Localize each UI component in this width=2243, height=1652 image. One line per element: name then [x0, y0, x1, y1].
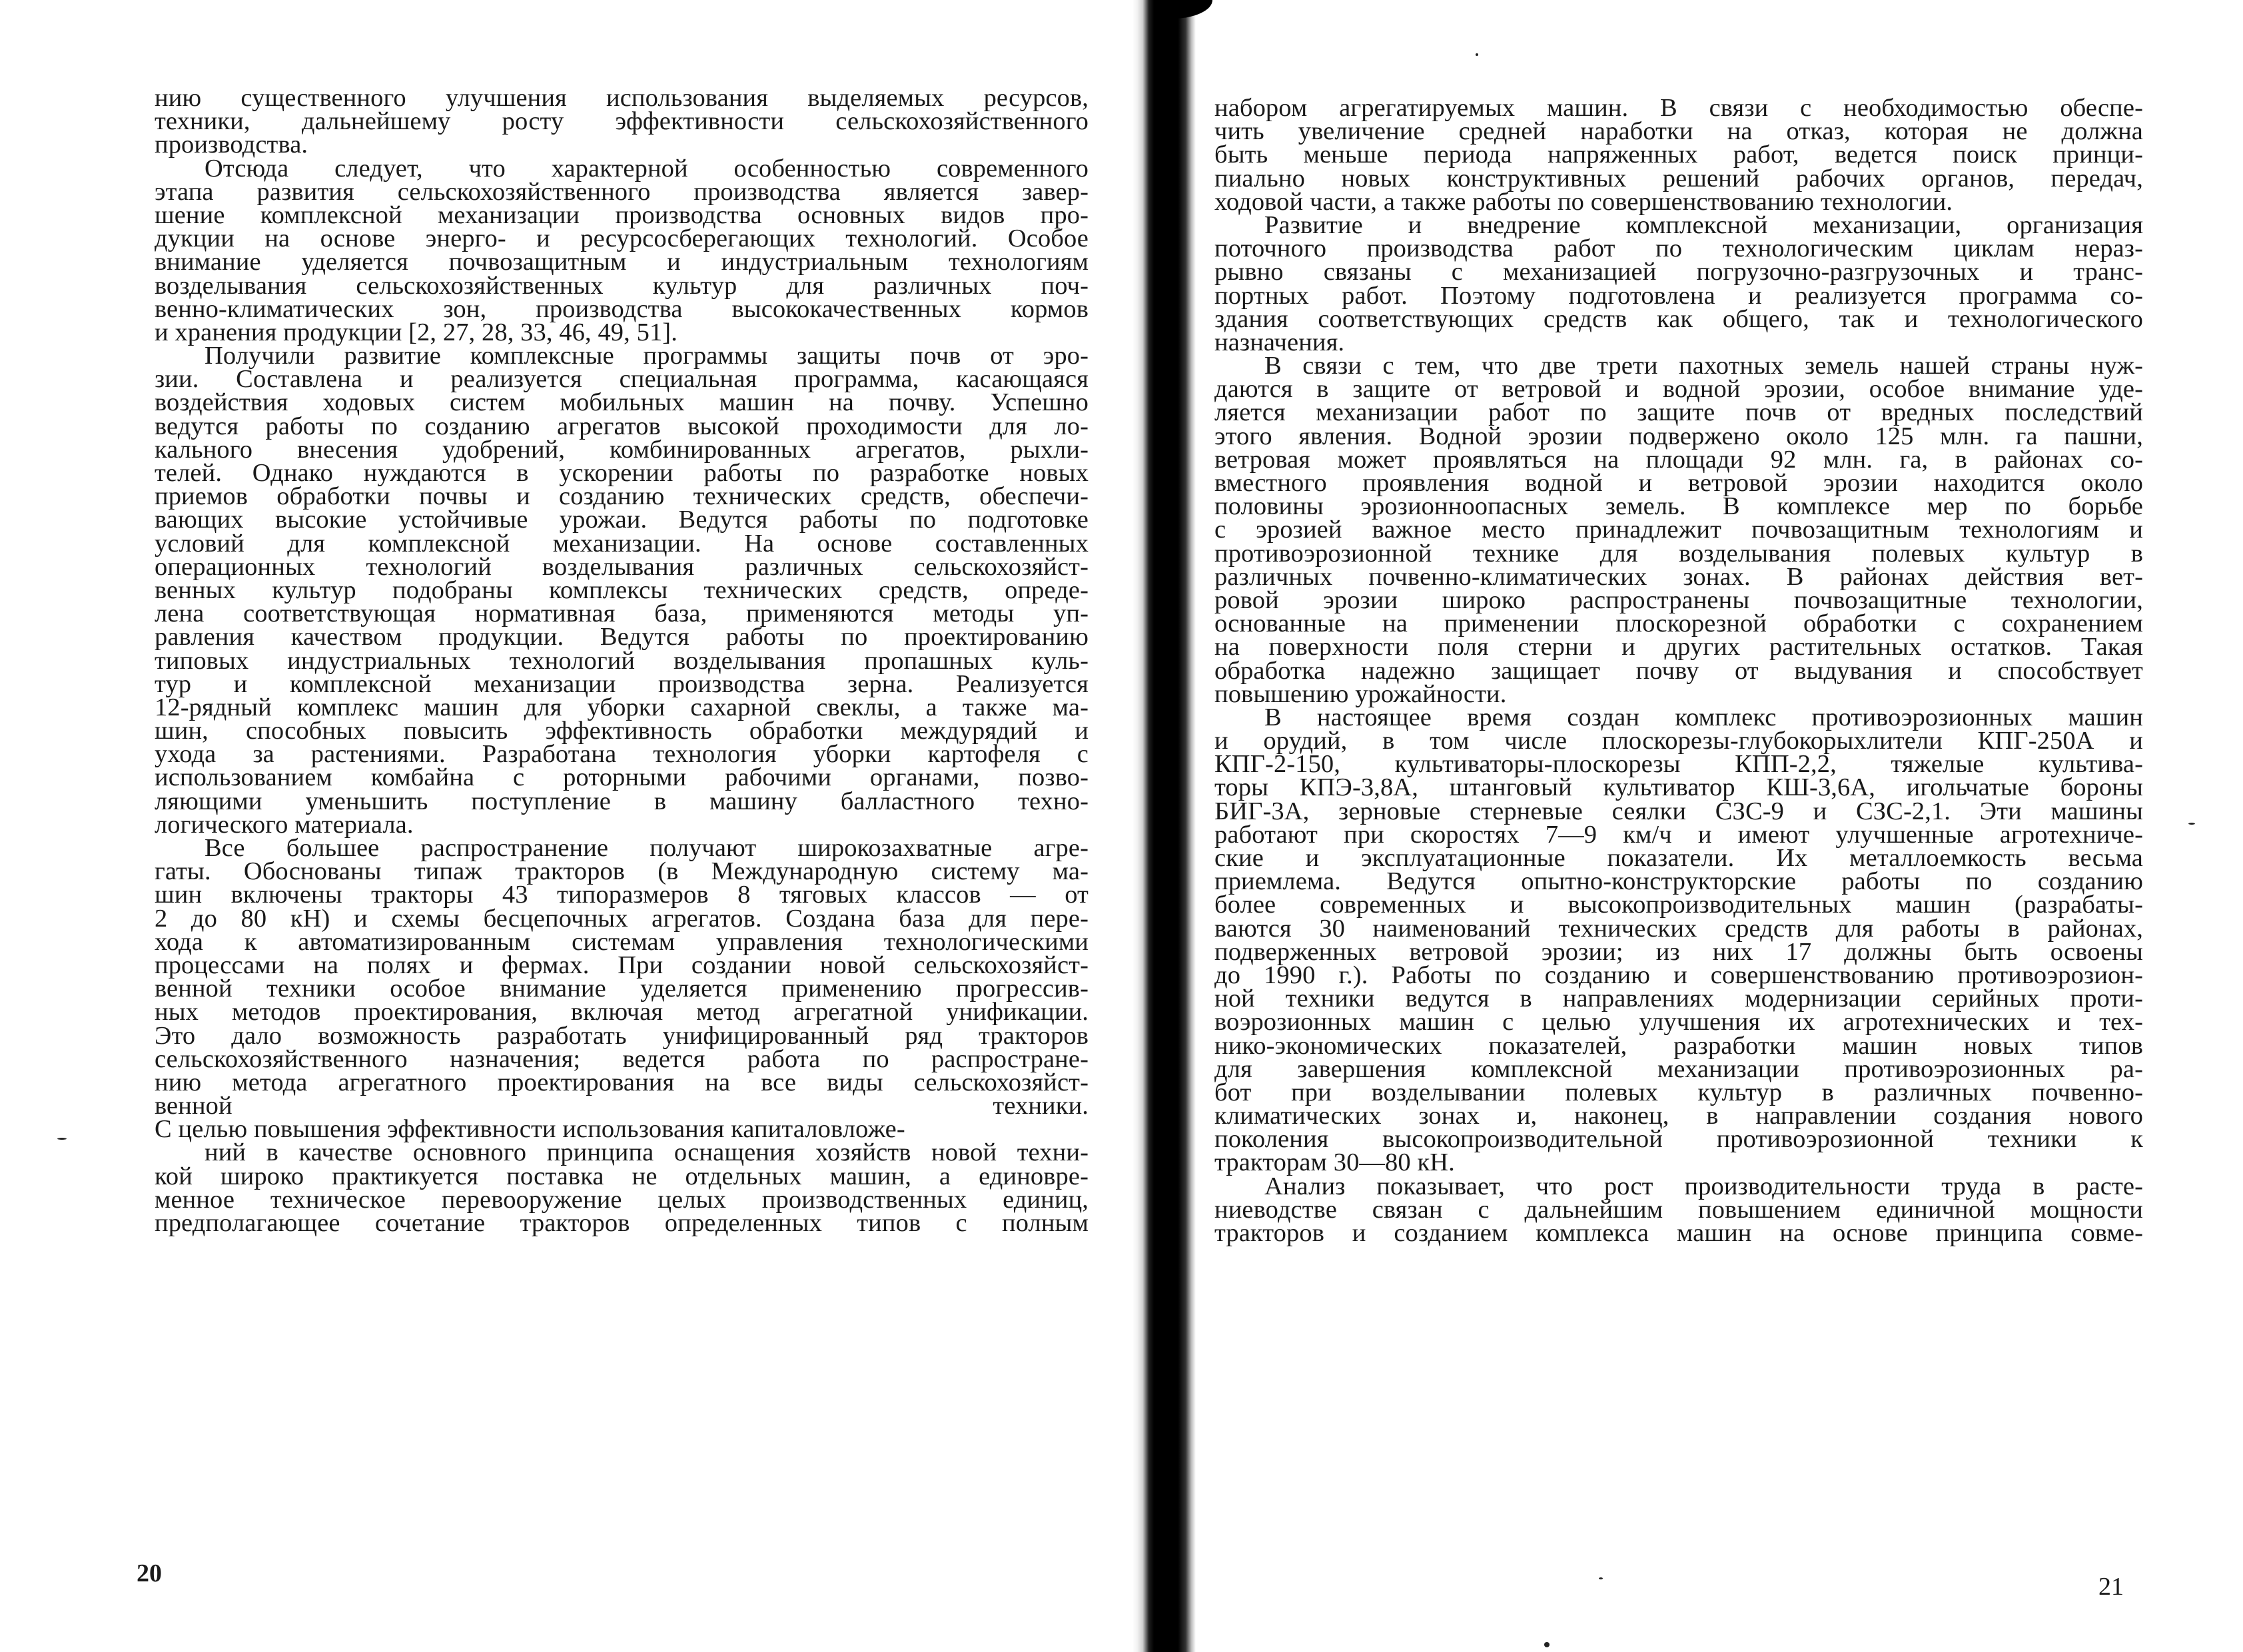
text-line: В связи с тем, что две трети пахотных земель нашей страны нуж-: [1264, 352, 2143, 380]
text-line: условий для комплексной механизации. На основе составленных: [155, 529, 1089, 558]
text-line: лена соответствующая нормативная база, применяются методы уп-: [155, 600, 1089, 628]
text-line: чить увеличение средней наработки на отказ, которая не должна: [1214, 117, 2143, 146]
text-line: венно-климатических зон, производства высококачественных кормов: [155, 294, 1089, 323]
text-line: телей. Однако нуждаются в ускорении работы по разработке новых: [155, 459, 1089, 487]
text-line: ляется механизации работ по защите почв от вредных последствий: [1214, 398, 2143, 427]
text-line: половины эрозионноопасных земель. В комплексе мер по борьбе: [1214, 492, 2143, 521]
text-line: подверженных ветровой эрозии; из них 17 должны быть освоены: [1214, 937, 2143, 966]
text-line: сельскохозяйственного назначения; ведется работа по распростране-: [155, 1044, 1089, 1073]
text-line: торы КПЭ-3,8А, штанговый культиватор КШ-3,6А, игольчатые бороны: [1214, 773, 2143, 802]
text-line: воэрозионных машин с целью улучшения их агротехнических и тех-: [1214, 1008, 2143, 1036]
text-line: Это дало возможность разработать унифицированный ряд тракторов: [155, 1021, 1089, 1050]
text-line: ваются 30 наименований технических средств для работы в районах,: [1214, 914, 2143, 943]
text-line: менное техническое перевооружение целых производственных единиц,: [155, 1185, 1089, 1214]
text-line: внимание уделяется почвозащитным и индустриальным технологиям: [155, 248, 1089, 276]
text-line: вместного проявления водной и ветровой эрозии находится около: [1214, 469, 2143, 497]
binding-shadow: [1159, 0, 1212, 19]
text-line: нию существенного улучшения использования выделяемых ресурсов,: [155, 84, 1089, 112]
text-line: портных работ. Поэтому подготовлена и реализуется программа со-: [1214, 281, 2143, 310]
text-line: ровой эрозии широко распространены почвозащитные технологии,: [1214, 586, 2143, 614]
text-line: кой широко практикуется поставка не отдельных машин, а единовре-: [155, 1162, 1089, 1190]
text-line: противоэрозионной технике для возделывания полевых культур в: [1214, 539, 2143, 568]
text-line: здания соответствующих средств как общего, так и технологического: [1214, 304, 2143, 333]
text-line: набором агрегатируемых машин. В связи с необходимостью обеспе-: [1214, 94, 2143, 122]
text-line: В настоящее время создан комплекс противоэрозионных машин: [1264, 703, 2143, 731]
text-line: равления качеством продукции. Ведутся работы по проектированию: [155, 623, 1089, 651]
right-page-text: [1214, 94, 2143, 1247]
text-line: основанные на применении плоскорезной обработки с сохранением: [1214, 610, 2143, 638]
left-page-number: 20: [137, 1559, 162, 1587]
text-line: Анализ показывает, что рост производительности труда в расте-: [1264, 1172, 2143, 1200]
text-line: и хранения продукции [2, 27, 28, 33, 46, 49, 51].: [155, 318, 677, 346]
text-line: БИГ-3А, зерновые стерневые сеялки СЗС-9 и СЗС-2,1. Эти машины: [1214, 797, 2143, 825]
text-line: КПГ-2-150, культиваторы-плоскорезы КПП-2,2, тяжелые культива-: [1214, 750, 2143, 779]
text-line: ведутся работы по созданию агрегатов высокой проходимости для ло-: [155, 412, 1089, 440]
text-line: производства.: [155, 131, 308, 159]
text-line: поколения высокопроизводительной противоэрозионной техники к: [1214, 1125, 2143, 1154]
text-line: 2 до 80 кН) и схемы бесцепочных агрегатов. Создана база для пере-: [155, 904, 1089, 933]
text-line: операционных технологий возделывания различных сельскохозяйст-: [155, 552, 1089, 581]
text-line: кального внесения удобрений, комбинированных агрегатов, рыхли-: [155, 435, 1089, 464]
scan-speck: [1476, 53, 1478, 56]
text-line: даются в защите от ветровой и водной эрозии, особое внимание уде-: [1214, 375, 2143, 404]
text-line: ветровая может проявляться на площади 92 млн. га, в районах со-: [1214, 445, 2143, 474]
text-line: тракторов и созданием комплекса машин на основе принципа совме-: [1214, 1219, 2143, 1247]
text-line: рывно связаны с механизацией погрузочно-разгрузочных и транс-: [1214, 258, 2143, 286]
scan-speck: [1599, 1577, 1603, 1579]
text-line: этапа развития сельскохозяйственного производства является завер-: [155, 177, 1089, 206]
text-line: различных почвенно-климатических зонах. В районах действия вет-: [1214, 562, 2143, 591]
text-line: ной техники ведутся в направлениях модернизации серийных проти-: [1214, 985, 2143, 1013]
text-line: ские и эксплуатационные показатели. Их металлоемкость весьма: [1214, 844, 2143, 872]
text-line: на поверхности поля стерни и других растительных остатков. Такая: [1214, 633, 2143, 661]
text-line: и орудий, в том числе плоскорезы-глубокорыхлители КПГ-250А и: [1214, 727, 2143, 755]
right-page-number: 21: [2098, 1573, 2124, 1601]
scan-speck: [57, 1138, 67, 1140]
text-line: шин, способных повысить эффективность обработки междурядий и: [155, 717, 1089, 745]
text-line: Развитие и внедрение комплексной механизации, организация: [1264, 210, 2143, 239]
text-line: венной техники особое внимание уделяется применению прогрессив-: [155, 975, 1089, 1003]
text-line: этого явления. Водной эрозии подвержено около 125 млн. га пашни,: [1214, 422, 2143, 450]
book-gutter: [1132, 0, 1196, 1652]
text-line: обработка надежно защищает почву от выдувания и способствует: [1214, 656, 2143, 685]
text-line: венных культур подобраны комплексы технических средств, опреде-: [155, 576, 1089, 604]
text-line: С целью повышения эффективности использования капиталовложе-: [155, 1115, 905, 1144]
text-line: бот при возделывании полевых культур в различных почвенно-: [1214, 1078, 2143, 1106]
text-line: предполагающее сочетание тракторов определенных типов с полным: [155, 1209, 1089, 1237]
text-line: ний в качестве основного принципа оснащения хозяйств новой техни-: [205, 1138, 1089, 1167]
text-line: венной техники.: [155, 1092, 1089, 1120]
text-line: шение комплексной механизации производства основных видов про-: [155, 201, 1089, 229]
text-line: более современных и высокопроизводительных машин (разрабаты-: [1214, 891, 2143, 919]
text-line: ухода за растениями. Разработана технология уборки картофеля с: [155, 740, 1089, 769]
text-line: нию метода агрегатного проектирования на все виды сельскохозяйст-: [155, 1068, 1089, 1096]
text-line: Отсюда следует, что характерной особенностью современного: [205, 154, 1089, 183]
text-line: процессами на полях и фермах. При создании новой сельскохозяйст-: [155, 951, 1089, 979]
text-line: для завершения комплексной механизации противоэрозионных ра-: [1214, 1054, 2143, 1083]
text-line: типовых индустриальных технологий возделывания пропашных куль-: [155, 646, 1089, 675]
text-line: ходовой части, а также работы по совершенствованию технологии.: [1214, 187, 1953, 216]
scan-speck: [2188, 823, 2195, 825]
text-line: пиально новых конструктивных решений рабочих органов, передач,: [1214, 164, 2143, 193]
text-line: работают при скоростях 7—9 км/ч и имеют улучшенные агротехниче-: [1214, 820, 2143, 849]
text-line: возделывания сельскохозяйственных культур для различных поч-: [155, 271, 1089, 300]
text-line: ниеводстве связан с дальнейшим повышением единичной мощности: [1214, 1195, 2143, 1224]
text-line: Получили развитие комплексные программы защиты почв от эро-: [205, 342, 1089, 370]
left-page-text: [155, 84, 1089, 1237]
text-line: шин включены тракторы 43 типоразмеров 8 тяговых классов — от: [155, 881, 1089, 909]
text-line: тур и комплексной механизации производства зерна. Реализуется: [155, 669, 1089, 698]
text-line: 12-рядный комплекс машин для уборки сахарной свеклы, а также ма-: [155, 693, 1089, 721]
text-line: до 1990 г.). Работы по созданию и совершенствованию противоэрозион-: [1214, 961, 2143, 989]
text-line: приемлема. Ведутся опытно-конструкторские работы по созданию: [1214, 867, 2143, 896]
text-line: ных методов проектирования, включая метод агрегатной унификации.: [155, 998, 1089, 1027]
text-line: вающих высокие устойчивые урожаи. Ведутся работы по подготовке: [155, 506, 1089, 534]
text-line: Все большее распространение получают широкозахватные агре-: [205, 834, 1089, 862]
scan-speck: [1544, 1642, 1550, 1647]
text-line: использованием комбайна с роторными рабочими органами, позво-: [155, 763, 1089, 792]
text-line: поточного производства работ по технологическим циклам нераз-: [1214, 234, 2143, 263]
text-line: нико-экономических показателей, разработки машин новых типов: [1214, 1031, 2143, 1060]
text-line: назначения.: [1214, 328, 1345, 356]
text-line: повышению урожайности.: [1214, 679, 1507, 708]
text-line: хода к автоматизированным системам управления технологическими: [155, 927, 1089, 956]
text-line: ляющими уменьшить поступление в машину балластного техно-: [155, 787, 1089, 815]
text-line: гаты. Обоснованы типаж тракторов (в Международную систему ма-: [155, 857, 1089, 886]
text-line: климатических зонах и, наконец, в направлении создания нового: [1214, 1102, 2143, 1130]
text-line: с эрозией важное место принадлежит почвозащитным технологиям и: [1214, 516, 2143, 544]
text-line: дукции на основе энерго- и ресурсосберегающих технологий. Особое: [155, 224, 1089, 253]
text-line: приемов обработки почвы и созданию технических средств, обеспечи-: [155, 482, 1089, 511]
text-line: тракторам 30—80 кН.: [1214, 1148, 1455, 1177]
text-line: быть меньше периода напряженных работ, ведется поиск принци-: [1214, 141, 2143, 169]
text-line: воздействия ходовых систем мобильных машин на почву. Успешно: [155, 388, 1089, 417]
text-line: логического материала.: [155, 810, 414, 839]
text-line: зии. Составлена и реализуется специальная программа, касающаяся: [155, 365, 1089, 394]
text-line: техники, дальнейшему росту эффективности сельскохозяйственного: [155, 107, 1089, 136]
